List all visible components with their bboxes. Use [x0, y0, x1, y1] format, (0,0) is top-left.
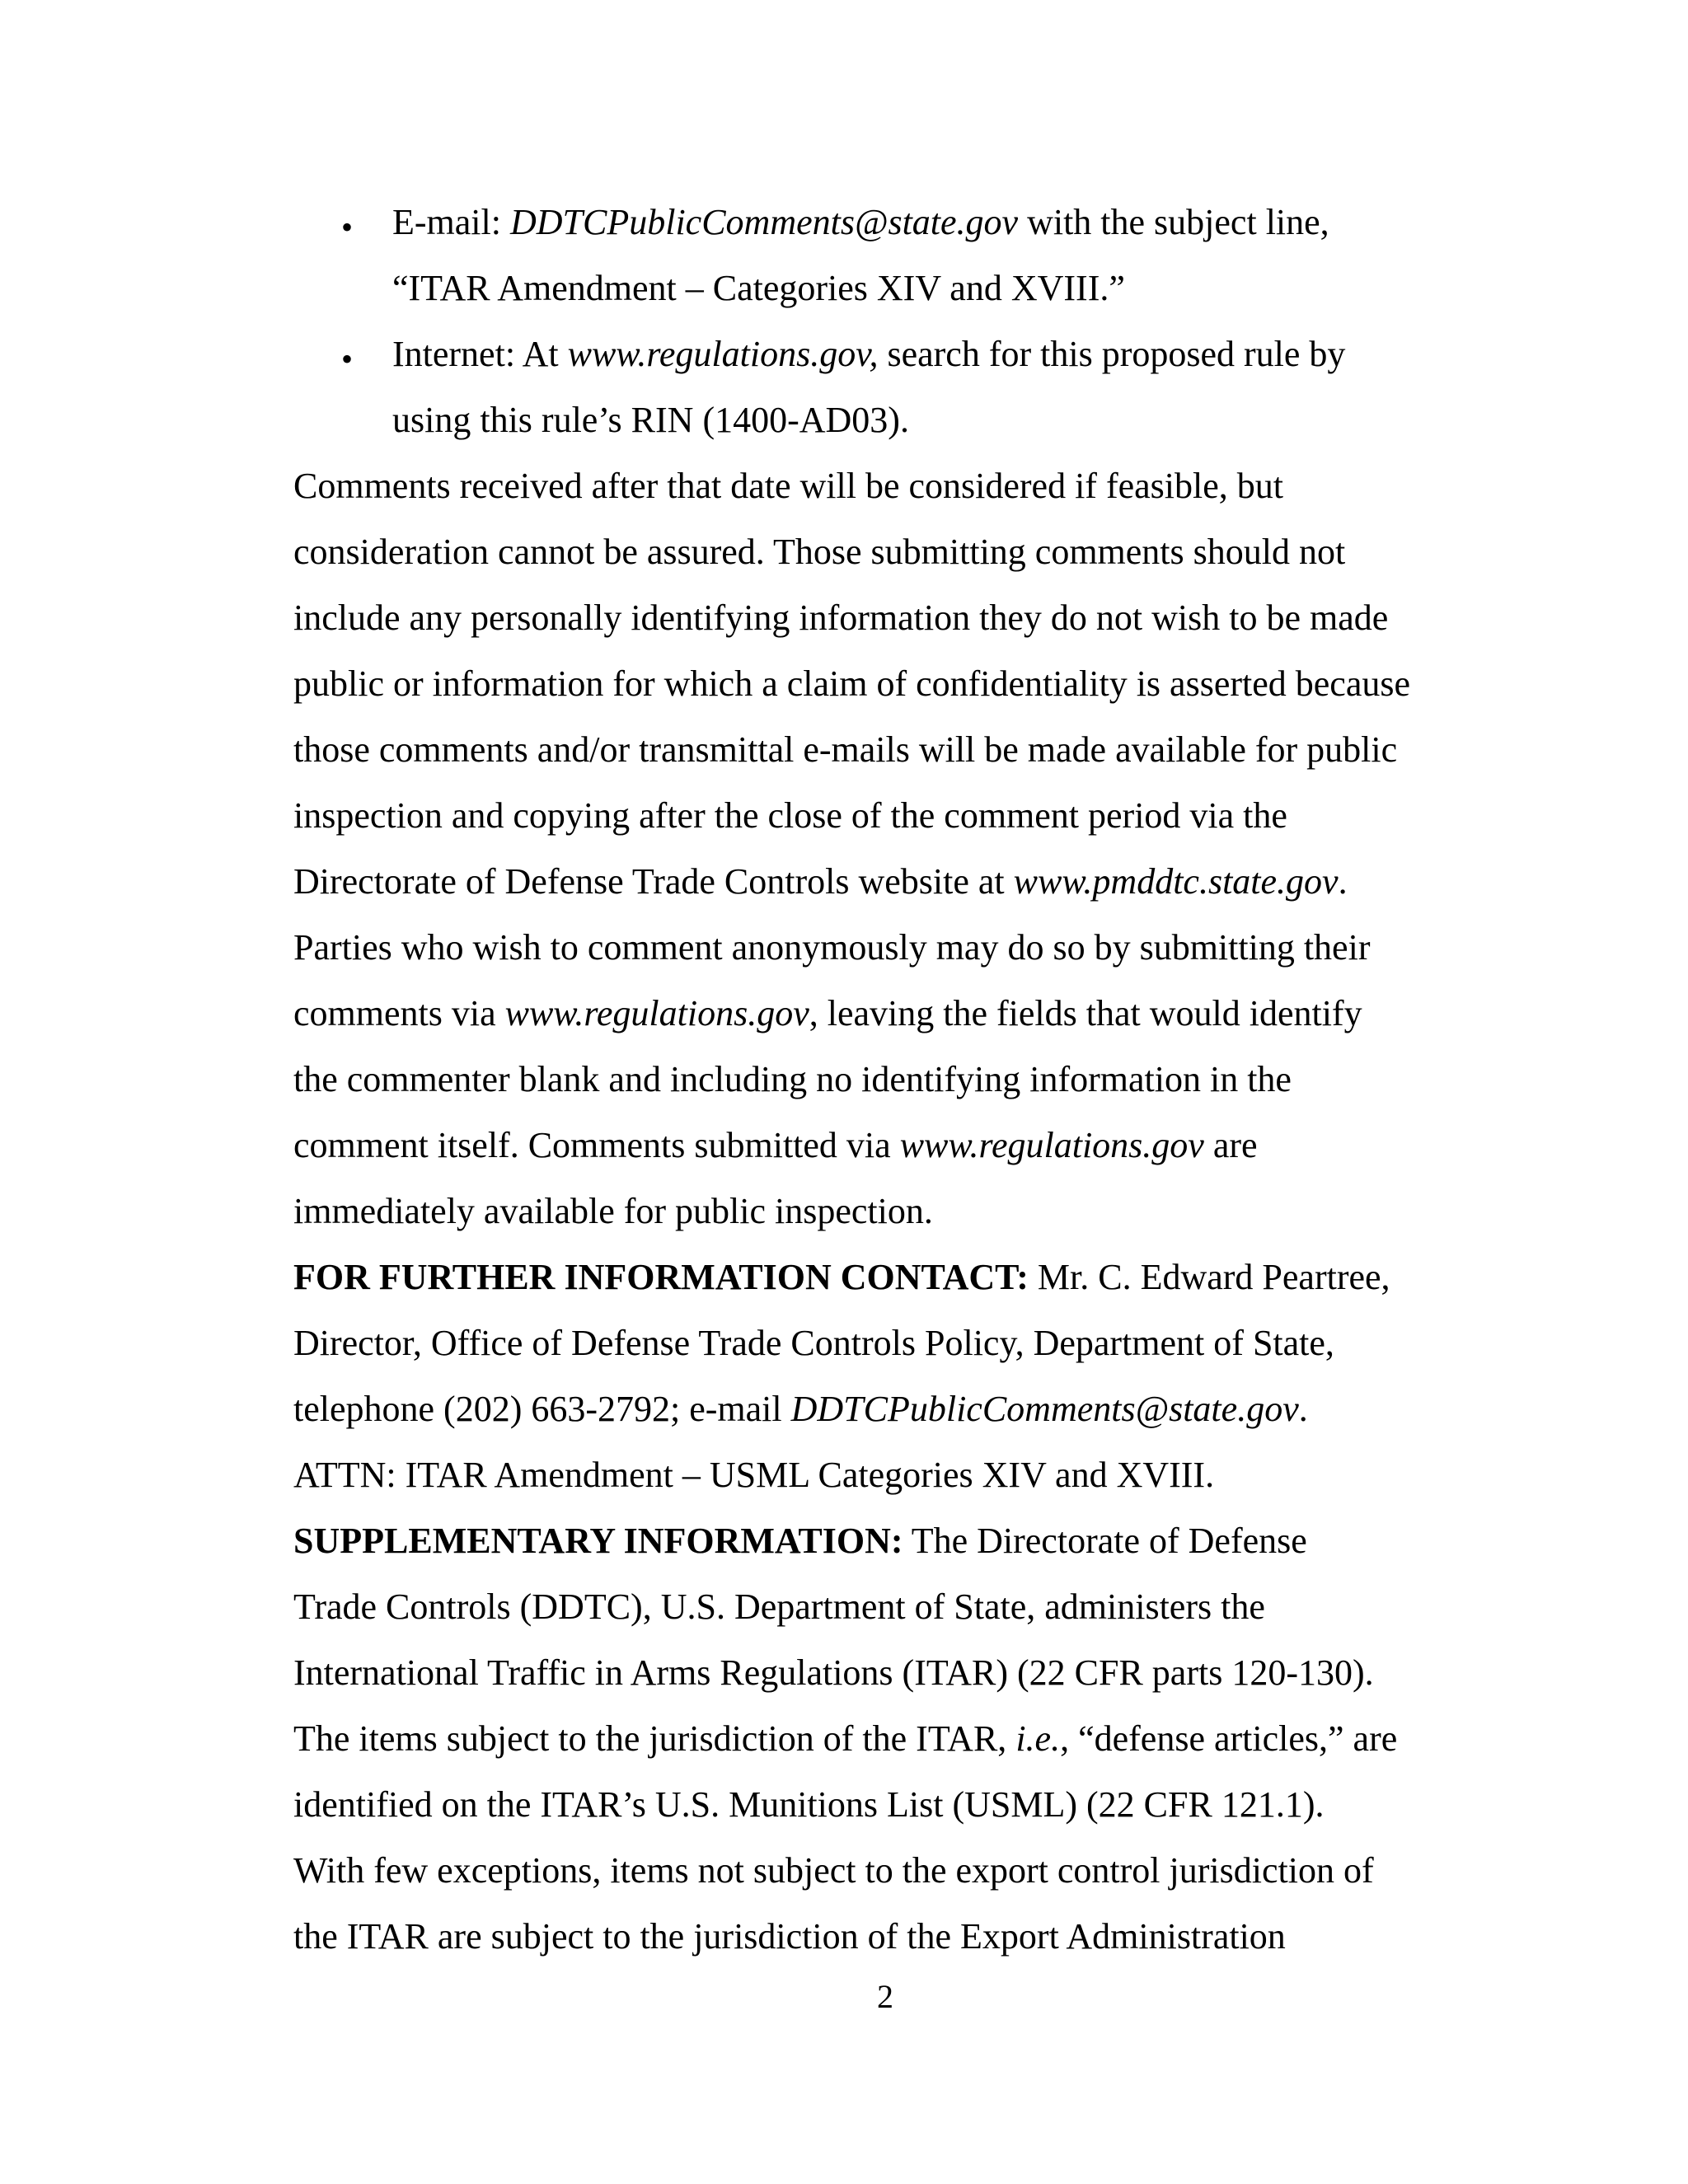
contact-line: ATTN: ITAR Amendment – USML Categories XIV and XVIII.: [293, 1455, 1215, 1495]
paragraph-line: those comments and/or transmittal e-mails will be made available for public: [293, 729, 1398, 770]
email-address: DDTCPublicComments@state.gov: [790, 1389, 1299, 1429]
supplementary-line: With few exceptions, items not subject to the export control jurisdiction of: [293, 1850, 1374, 1891]
bullet-email-tail: with the subject line,: [1018, 202, 1329, 242]
paragraph-text: are: [1203, 1125, 1258, 1165]
paragraph-line: inspection and copying after the close of the comment period via the: [293, 795, 1287, 836]
supplementary-line: the ITAR are subject to the jurisdiction of the Export Administration: [293, 1916, 1286, 1957]
page-number: 2: [877, 1978, 893, 2015]
paragraph-line: [293, 857, 1348, 907]
paragraph-text: Directorate of Defense Trade Controls website at: [293, 861, 1014, 902]
bullet-email-subject: “ITAR Amendment – Categories XIV and XVIII.”: [392, 268, 1125, 308]
paragraph-text: comment itself. Comments submitted via: [293, 1125, 900, 1165]
regulations-url: www.regulations.gov: [899, 1125, 1204, 1165]
paragraph-text: .: [1298, 1389, 1308, 1429]
paragraph-text: .: [1338, 861, 1348, 902]
bullet-internet-lead: Internet: At: [392, 334, 568, 374]
section-heading-supplementary: SUPPLEMENTARY INFORMATION:: [293, 1521, 903, 1561]
pmddtc-url: www.pmddtc.state.gov: [1013, 861, 1339, 902]
paragraph-text: comments via: [293, 993, 505, 1033]
paragraph-line: Parties who wish to comment anonymously may do so by submitting their: [293, 927, 1371, 968]
paragraph-line: include any personally identifying information they do not wish to be made: [293, 598, 1389, 638]
paragraph-line: Comments received after that date will be considered if feasible, but: [293, 466, 1283, 506]
bullet-internet-line: [392, 330, 1345, 379]
section-heading-contact: FOR FURTHER INFORMATION CONTACT:: [293, 1257, 1029, 1297]
paragraph-text: The items subject to the jurisdiction of the ITAR,: [293, 1718, 1016, 1759]
paragraph-text: The Directorate of Defense: [903, 1521, 1307, 1561]
supplementary-line: identified on the ITAR’s U.S. Munitions List (USML) (22 CFR 121.1).: [293, 1784, 1325, 1825]
contact-name: Mr. C. Edward Peartree,: [1028, 1257, 1390, 1297]
paragraph-line: the commenter blank and including no identifying information in the: [293, 1059, 1292, 1099]
ie-abbreviation: i.e.: [1015, 1718, 1061, 1759]
contact-line: [293, 1385, 1308, 1434]
paragraph-line: [293, 1121, 1258, 1170]
paragraph-line: immediately available for public inspection.: [293, 1191, 933, 1231]
email-address: DDTCPublicComments@state.gov: [509, 202, 1019, 242]
bullet-email-lead: E-mail:: [392, 202, 510, 242]
regulations-url: www.regulations.gov: [504, 993, 809, 1033]
paragraph-line: consideration cannot be assured. Those submitting comments should not: [293, 532, 1346, 572]
regulations-url: www.regulations.gov,: [567, 334, 879, 374]
bullet-email-line: [392, 198, 1329, 247]
paragraph-text: , leaving the fields that would identify: [809, 993, 1362, 1033]
supplementary-line: [293, 1516, 1307, 1566]
contact-line: Director, Office of Defense Trade Controls Policy, Department of State,: [293, 1323, 1334, 1363]
paragraph-text: , “defense articles,” are: [1060, 1718, 1398, 1759]
paragraph-line: public or information for which a claim of confidentiality is asserted because: [293, 663, 1410, 704]
bullet-marker: •: [341, 340, 354, 377]
contact-phone: telephone (202) 663-2792; e-mail: [293, 1389, 791, 1429]
supplementary-line: International Traffic in Arms Regulations (ITAR) (22 CFR parts 120-130).: [293, 1652, 1374, 1693]
bullet-internet-rin: using this rule’s RIN (1400-AD03).: [392, 400, 909, 440]
supplementary-line: Trade Controls (DDTC), U.S. Department of State, administers the: [293, 1586, 1265, 1627]
paragraph-line: [293, 989, 1362, 1038]
bullet-marker: •: [341, 209, 354, 246]
bullet-internet-tail: search for this proposed rule by: [878, 334, 1346, 374]
contact-line: [293, 1253, 1390, 1302]
supplementary-line: [293, 1714, 1397, 1764]
